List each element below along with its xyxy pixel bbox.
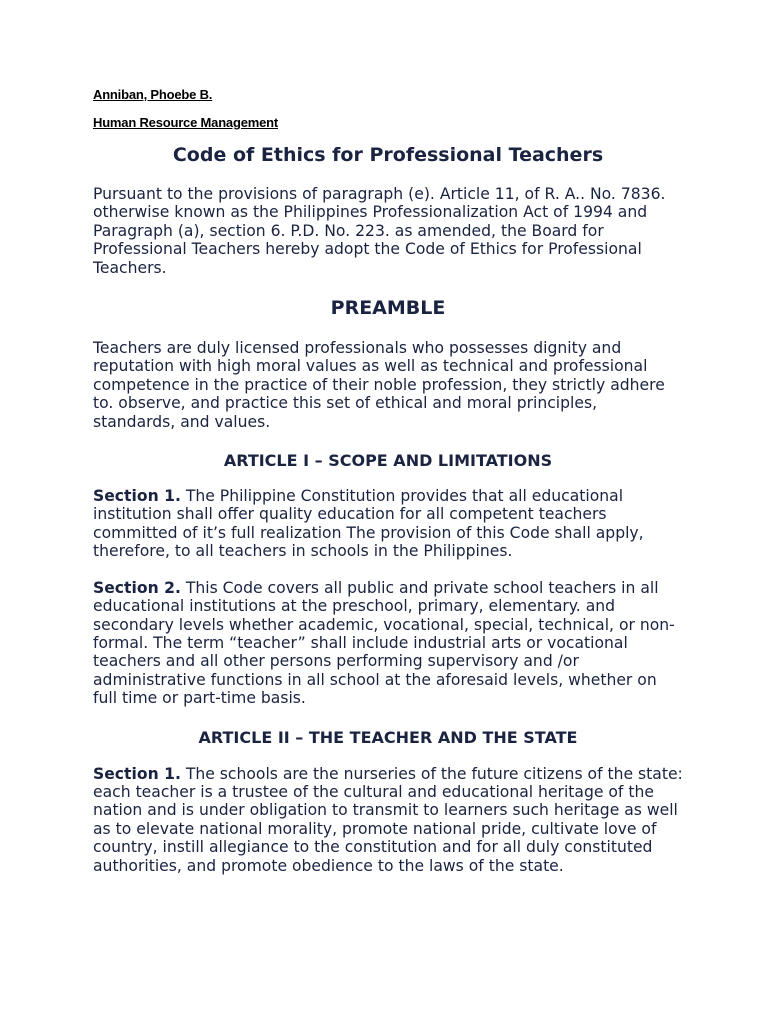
section-text: The schools are the nurseries of the future citizens of the state: each teacher is a trustee of the cultural and educational heritage of the nation and is under obligation to transmit to learners such heritage as well as to elevate national morality, promote national pride, cultivate love of country, instill allegiance to the constitution and for all duly constituted authorities, and promote obedience to the laws of the state. [93,764,683,875]
section-label: Section 1. [93,764,181,783]
article-2-section-1 [93,765,683,875]
article-1-section-1 [93,487,683,561]
section-label: Section 2. [93,578,181,597]
author-name: Anniban, Phoebe B. [93,87,213,102]
intro-paragraph: Pursuant to the provisions of paragraph (e). Article 11, of R. A.. No. 7836. otherwise known as the Philippines Professionalization Act of 1994 and Paragraph (a), section 6. P.D. No. 223. as amended, the Board for Professional Teachers hereby adopt the Code of Ethics for Professional Teachers. [93,185,666,277]
preamble-paragraph: Teachers are duly licensed professionals who possesses dignity and reputation with high moral values as well as technical and professional competence in the practice of their noble profession, they strictly adhere to. observe, and practice this set of ethical and moral principles, standards, and values. [93,339,665,431]
preamble-heading: PREAMBLE [330,297,446,320]
article-1-section-2 [93,579,683,708]
article-2-heading: ARTICLE II – THE TEACHER AND THE STATE [198,727,578,747]
section-label: Section 1. [93,487,181,506]
document-page [93,86,683,875]
section-text: The Philippine Constitution provides that all educational institution shall offer quality education for all competent teachers committed of it’s full realization The provision of this Code shall apply, therefore, to all teachers in schools in the Philippines. [93,487,644,561]
course-name: Human Resource Management [93,115,278,130]
article-1-heading: ARTICLE I – SCOPE AND LIMITATIONS [223,451,553,471]
section-text: This Code covers all public and private school teachers in all educational institutions at the preschool, primary, elementary. and secondary levels whether academic, vocational, special, technical, or non-formal. The term “teacher” shall include industrial arts or vocational teachers and all other persons performing supervisory and /or administrative functions in all school at the aforesaid levels, whether on full time or part-time basis. [93,578,675,708]
document-title: Code of Ethics for Professional Teachers [172,144,604,166]
